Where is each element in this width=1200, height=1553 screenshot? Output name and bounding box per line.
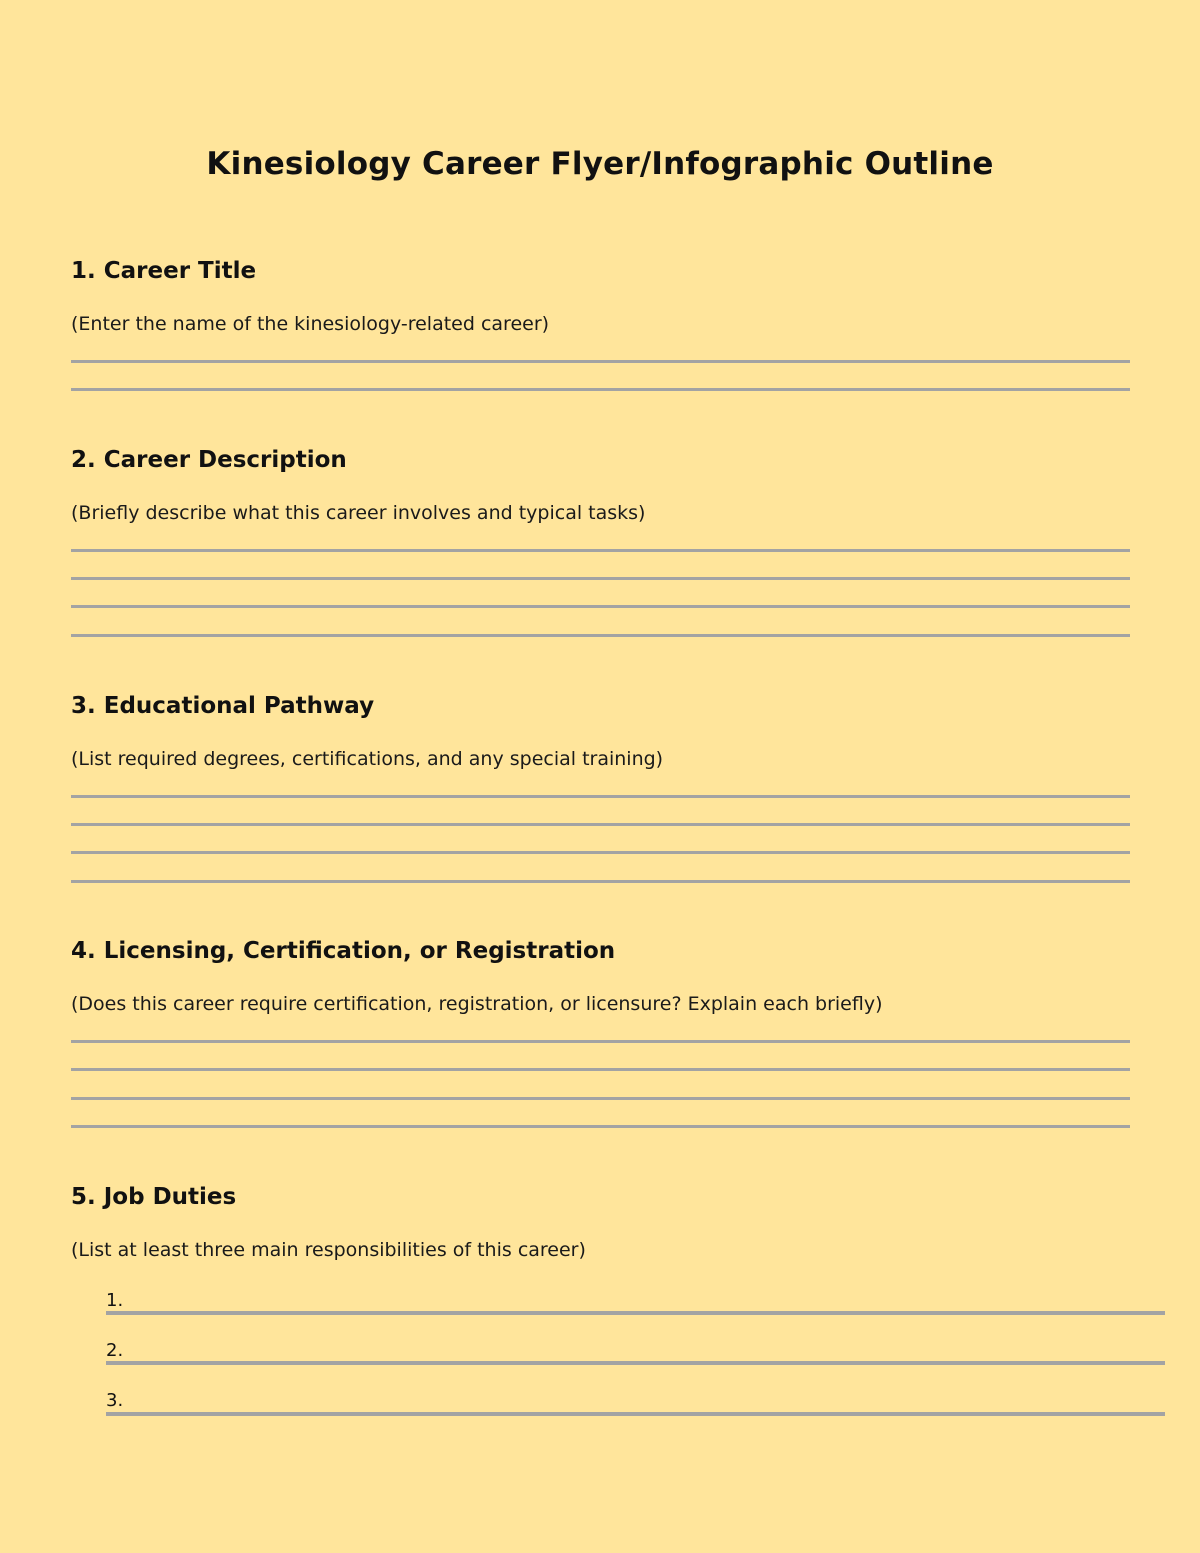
duty-number: 2. xyxy=(106,1340,124,1361)
section-heading-career-title: 1. Career Title xyxy=(71,258,257,284)
answer-line[interactable] xyxy=(71,577,1130,580)
section-hint-licensing: (Does this career require certification, registration, or licensure? Explain each briefly) xyxy=(71,993,883,1015)
section-heading-job-duties: 5. Job Duties xyxy=(71,1184,237,1210)
duty-answer-line[interactable] xyxy=(106,1412,1165,1416)
answer-line[interactable] xyxy=(71,1125,1130,1128)
answer-line[interactable] xyxy=(71,851,1130,854)
answer-line[interactable] xyxy=(71,605,1130,608)
answer-line[interactable] xyxy=(71,1097,1130,1100)
section-heading-career-description: 2. Career Description xyxy=(71,447,347,473)
answer-line[interactable] xyxy=(71,549,1130,552)
duty-answer-line[interactable] xyxy=(106,1311,1165,1315)
section-hint-job-duties: (List at least three main responsibilities of this career) xyxy=(71,1239,586,1261)
section-hint-career-description: (Briefly describe what this career involves and typical tasks) xyxy=(71,502,646,524)
answer-line[interactable] xyxy=(71,634,1130,637)
section-heading-educational-pathway: 3. Educational Pathway xyxy=(71,693,375,719)
answer-line[interactable] xyxy=(71,880,1130,883)
duty-number: 1. xyxy=(106,1290,124,1311)
section-hint-educational-pathway: (List required degrees, certifications, and any special training) xyxy=(71,748,664,770)
answer-line[interactable] xyxy=(71,360,1130,363)
answer-line[interactable] xyxy=(71,1068,1130,1071)
answer-line[interactable] xyxy=(71,795,1130,798)
duty-number: 3. xyxy=(106,1390,124,1411)
duty-answer-line[interactable] xyxy=(106,1361,1165,1365)
answer-line[interactable] xyxy=(71,388,1130,391)
answer-line[interactable] xyxy=(71,1040,1130,1043)
section-hint-career-title: (Enter the name of the kinesiology-related career) xyxy=(71,313,550,335)
section-heading-licensing: 4. Licensing, Certification, or Registration xyxy=(71,938,616,964)
page-title: Kinesiology Career Flyer/Infographic Outline xyxy=(206,146,994,182)
answer-line[interactable] xyxy=(71,823,1130,826)
